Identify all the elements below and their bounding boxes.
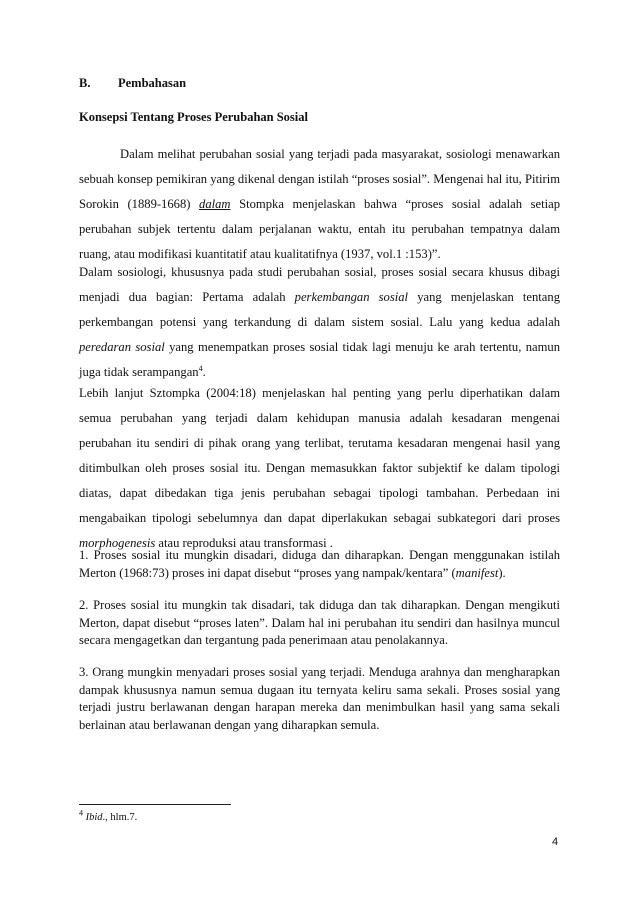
paragraph-2 [79,260,560,385]
paragraph-2-text-d: . [202,365,206,379]
list-item-1-emphasis: manifest [455,565,499,580]
list-item-2: 2. Proses sosial itu mungkin tak disadari, tak diduga dan tak diharapkan. Dengan mengikuti Merton, dapat disebut “proses laten”. Dalam hal ini perubahan itu sendiri dan hasilnya muncul secara mengagetkan dan tergantung pada penerimaan atau penolakannya. [79,598,560,647]
footnote-emphasis: Ibid [85,812,103,823]
paragraph-2-emphasis-1: perkembangan sosial [294,290,409,304]
list-item-3: 3. Orang mungkin menyadari proses sosial yang terjadi. Menduga arahnya dan mengharapkan dampak khususnya namun semua dugaan itu ternyata keliru sama sekali. Proses sosial yang terjadi justru berlawanan dengan harapan mereka dan menimbulkan hasil yang sama sekali berlainan atau berlawanan dengan yang diharapkan semula. [79,665,560,732]
list-item-1-text-b: ). [498,565,506,580]
list-item-1-text-a: 1. Proses sosial itu mungkin disadari, diduga dan diharapkan. Dengan menggunakan istilah Merton (1968:73) proses ini dapat disebut “proses yang nampak/kentara” ( [79,548,560,580]
paragraph-3-text-b: atau reproduksi atau transformasi . [155,536,333,550]
paragraph-1 [79,142,560,267]
section-number: B. [79,76,91,90]
paragraph-3 [79,381,560,556]
paragraph-2-emphasis-2: peredaran sosial [79,340,165,354]
footnote-marker: 4 [198,363,203,373]
paragraph-1-text-a: Dalam melihat perubahan sosial yang terjadi pada masyarakat, sosiologi menawarkan sebuah konsep pemikiran yang dikenal dengan istilah “proses sosial”. Mengenai hal itu, Pitirim Sorokin (1889-1668) [79,147,560,211]
section-title: Pembahasan [118,76,187,90]
footnote-separator [79,804,231,805]
paragraph-2-text-a: Dalam sosiologi, khususnya pada studi perubahan sosial, proses sosial secara khusus dibagi menjadi dua bagian: Pertama adalah [79,265,560,304]
footnote [79,808,138,823]
paragraph-1-text-b: Stompka menjelaskan bahwa “proses sosial adalah setiap perubahan subjek tertentu dalam perjalanan waktu, entah itu perubahan tempatnya dalam ruang, atau modifikasi kuantitatif atau kualitatifnya (1937, vol.1 :153)”. [79,197,561,261]
paragraph-3-emphasis: morphogenesis [79,536,156,550]
list-item-1 [79,547,560,582]
paragraph-1-emphasis: dalam [199,197,231,211]
footnote-number: 4 [79,808,83,818]
paragraph-2-text-b: yang menjelaskan tentang perkembangan potensi yang terkandung di dalam sistem sosial. Lalu yang kedua adalah [79,290,560,329]
paragraph-3-text-a: Lebih lanjut Sztompka (2004:18) menjelaskan hal penting yang perlu diperhatikan dalam semua perubahan yang terjadi dalam kehidupan manusia adalah kesadaran mengenai perubahan itu sendiri di pihak orang yang terlibat, terutama kesadaran mengenai hasil yang ditimbulkan oleh proses sosial itu. Dengan memasukkan faktor subjektif ke dalam tipologi diatas, dapat dibedakan tiga jenis perubahan sebagai tipologi tambahan. Perbedaan ini mengabaikan tipologi sebelumnya dan dapat diperlakukan sebagai subkategori dari proses [79,386,560,525]
subheading: Konsepsi Tentang Proses Perubahan Sosial [79,110,308,124]
paragraph-2-text-c: yang menempatkan proses sosial tidak lagi menuju ke arah tertentu, namun juga tidak serampangan [79,340,561,379]
page-number: 4 [552,836,559,848]
footnote-text: ., hlm.7. [102,812,138,823]
